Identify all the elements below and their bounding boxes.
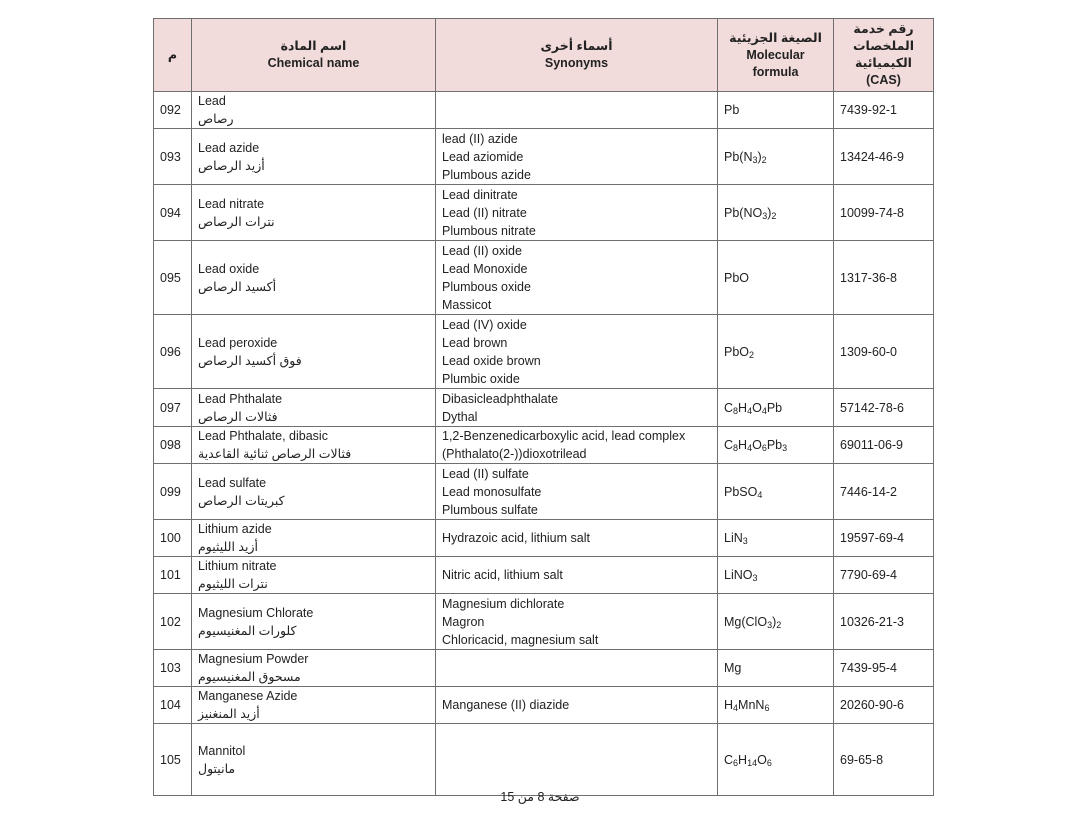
formula-text: ) (757, 149, 762, 164)
chemical-name-cell (192, 687, 436, 724)
molecular-formula-cell (718, 129, 834, 185)
table-row (154, 315, 934, 389)
formula-subscript: 6 (761, 443, 767, 453)
chemical-name-ar: أزيد الرصاص (198, 158, 265, 173)
header-synonyms (436, 19, 718, 92)
chemical-name-en: Lead nitrate (198, 196, 265, 211)
formula-subscript: 2 (749, 349, 755, 360)
chemical-name-en: Magnesium Powder (198, 652, 309, 666)
table-row (154, 557, 934, 594)
molecular-formula-cell (718, 557, 834, 594)
table-row (154, 687, 934, 724)
formula-text: PbO (724, 344, 750, 359)
synonym: Hydrazoic acid, lithium salt (442, 531, 590, 545)
synonym: Magron (442, 614, 485, 629)
molecular-formula-cell (718, 650, 834, 687)
formula-text: Pb (766, 438, 783, 452)
synonym: Nitric acid, lithium salt (442, 568, 563, 582)
chemical-name-cell (192, 520, 436, 557)
formula-text: ) (772, 614, 777, 629)
chemical-name-cell (192, 650, 436, 687)
header-name-ar: اسم المادة (280, 39, 347, 53)
formula-text: Pb(NO (724, 205, 763, 220)
row-number: 100 (154, 520, 192, 557)
chemical-name-cell (192, 557, 436, 594)
chemical-name-ar: فثالات الرصاص ثنائية القاعدية (198, 447, 352, 461)
chemical-name-en: Lead azide (198, 140, 260, 155)
table-row (154, 427, 934, 464)
molecular-formula-cell (718, 185, 834, 241)
table-row (154, 650, 934, 687)
cas-number-cell: 19597-69-4 (834, 520, 934, 557)
row-number: 092 (154, 92, 192, 129)
formula-subscript: 2 (771, 210, 777, 221)
molecular-formula-cell (718, 520, 834, 557)
molecular-formula-cell (718, 92, 834, 129)
synonym: Lead aziomide (442, 149, 524, 164)
formula-subscript: 4 (747, 405, 753, 416)
chemical-name-cell (192, 92, 436, 129)
chemical-name-en: Lead (198, 94, 226, 108)
header-cas-ar-3: الكيميائية (855, 56, 912, 70)
synonym: Lead brown (442, 335, 508, 350)
formula-text: H (724, 698, 734, 712)
synonym: Lead (II) nitrate (442, 205, 527, 220)
chemical-name-en: Lead sulfate (198, 475, 267, 490)
synonym: Plumbous oxide (442, 279, 531, 294)
chemical-name-ar: فثالات الرصاص (198, 409, 278, 424)
molecular-formula-cell (718, 241, 834, 315)
formula-text: C (724, 400, 734, 415)
formula-subscript: 8 (733, 443, 739, 453)
synonyms-cell (436, 594, 718, 650)
synonyms-cell (436, 557, 718, 594)
formula-text: C (724, 752, 734, 767)
formula-text: Mg (724, 661, 742, 675)
cas-number-cell: 7439-95-4 (834, 650, 934, 687)
chemical-name-ar: أزيد الليثيوم (198, 540, 258, 554)
synonym: Dibasicleadphthalate (442, 391, 559, 406)
chemical-name-ar: كبريتات الرصاص (198, 493, 285, 508)
synonyms-cell (436, 650, 718, 687)
formula-text: PbO (724, 270, 750, 285)
chemical-name-en: Lithium nitrate (198, 559, 277, 573)
synonym: Plumbous nitrate (442, 223, 536, 238)
molecular-formula-cell (718, 315, 834, 389)
header-cas (834, 19, 934, 92)
synonyms-cell (436, 241, 718, 315)
formula-text: LiN (724, 531, 743, 545)
formula-subscript: 2 (761, 154, 767, 165)
row-number: 096 (154, 315, 192, 389)
formula-text: O (752, 400, 762, 415)
chemical-name-ar: مسحوق المغنيسيوم (198, 670, 301, 684)
chemical-name-cell (192, 427, 436, 464)
formula-text: H (738, 752, 748, 767)
synonym: Plumbous azide (442, 167, 531, 182)
synonym: Dythal (442, 409, 478, 424)
synonym: Magnesium dichlorate (442, 596, 565, 611)
header-chemical-name (192, 19, 436, 92)
row-number: 102 (154, 594, 192, 650)
header-formula (718, 19, 834, 92)
formula-text: Pb (766, 400, 783, 415)
synonym: Lead monosulfate (442, 484, 542, 499)
cas-number-cell: 7439-92-1 (834, 92, 934, 129)
synonyms-cell (436, 427, 718, 464)
formula-subscript: 8 (733, 405, 739, 416)
synonyms-cell (436, 520, 718, 557)
molecular-formula-cell (718, 687, 834, 724)
formula-text: Mg(ClO (724, 614, 768, 629)
formula-text: Pb (724, 103, 740, 117)
synonym: 1,2-Benzenedicarboxylic acid, lead complex (442, 429, 686, 443)
synonym: lead (II) azide (442, 131, 518, 146)
chemical-name-ar: رصاص (198, 112, 234, 126)
table-row (154, 464, 934, 520)
chemical-name-ar: أكسيد الرصاص (198, 279, 277, 294)
molecular-formula-cell (718, 464, 834, 520)
formula-subscript: 2 (776, 619, 782, 630)
row-number: 103 (154, 650, 192, 687)
synonym: (Phthalato(2-))dioxotrilead (442, 447, 587, 461)
row-number: 101 (154, 557, 192, 594)
synonyms-cell (436, 92, 718, 129)
table-row (154, 185, 934, 241)
formula-subscript: 3 (752, 154, 758, 165)
synonym: Lead Monoxide (442, 261, 528, 276)
header-cas-ar-2: الملخصات (852, 39, 915, 53)
row-number: 097 (154, 389, 192, 427)
chemical-name-cell (192, 594, 436, 650)
table-row (154, 129, 934, 185)
molecular-formula-cell (718, 724, 834, 796)
page-footer: صفحة 8 من 15 (500, 790, 580, 804)
row-number: 094 (154, 185, 192, 241)
formula-subscript: 3 (752, 573, 758, 583)
formula-text: LiNO (724, 568, 753, 582)
formula-subscript: 4 (733, 703, 739, 713)
table-header (154, 19, 934, 92)
synonym: Lead oxide brown (442, 353, 541, 368)
chemical-name-ar: نترات الرصاص (198, 214, 275, 229)
formula-text: C (724, 438, 734, 452)
formula-subscript: 14 (747, 757, 758, 768)
molecular-formula-cell (718, 427, 834, 464)
cas-number-cell: 10099-74-8 (834, 185, 934, 241)
formula-subscript: 4 (757, 489, 763, 500)
formula-text: O (752, 438, 762, 452)
header-name-en: Chemical name (267, 56, 360, 70)
chemical-name-cell (192, 724, 436, 796)
cas-number-cell: 69011-06-9 (834, 427, 934, 464)
table-row (154, 594, 934, 650)
chemicals-table (153, 18, 934, 796)
chemical-name-cell (192, 185, 436, 241)
chemical-name-en: Lead Phthalate (198, 391, 283, 406)
synonyms-cell (436, 129, 718, 185)
cas-number-cell: 7790-69-4 (834, 557, 934, 594)
chemical-name-en: Lead peroxide (198, 335, 278, 350)
chemical-name-en: Mannitol (198, 743, 246, 758)
table-row (154, 241, 934, 315)
row-number: 098 (154, 427, 192, 464)
synonym: Plumbous sulfate (442, 502, 538, 517)
synonym: Lead (II) oxide (442, 243, 522, 258)
formula-text: Pb(N (724, 149, 753, 164)
formula-subscript: 3 (782, 443, 788, 453)
synonym: Massicot (442, 297, 492, 312)
row-number: 099 (154, 464, 192, 520)
cas-number-cell: 1309-60-0 (834, 315, 934, 389)
table-row (154, 92, 934, 129)
header-cas-ar-1: رقم خدمة (853, 22, 914, 36)
chemical-name-cell (192, 389, 436, 427)
chemical-name-en: Magnesium Chlorate (198, 605, 314, 620)
chemical-name-cell (192, 464, 436, 520)
header-syn-ar: أسماء أخرى (540, 39, 613, 53)
chemical-name-ar: نترات الليثيوم (198, 577, 268, 591)
cas-number-cell: 13424-46-9 (834, 129, 934, 185)
formula-subscript: 3 (742, 536, 748, 546)
row-number: 104 (154, 687, 192, 724)
synonym: Manganese (II) diazide (442, 698, 570, 712)
chemical-name-cell (192, 315, 436, 389)
header-formula-en-1: Molecular (746, 47, 805, 62)
synonym: Chloricacid, magnesium salt (442, 632, 599, 647)
header-cas-en: (CAS) (866, 73, 901, 87)
cas-number-cell: 57142-78-6 (834, 389, 934, 427)
header-formula-en-2: formula (752, 64, 799, 79)
formula-text: O (757, 752, 767, 767)
formula-text: PbSO (724, 484, 758, 499)
synonyms-cell (436, 464, 718, 520)
cas-number-cell: 7446-14-2 (834, 464, 934, 520)
formula-subscript: 4 (761, 405, 767, 416)
row-number: 095 (154, 241, 192, 315)
chemical-name-en: Lead Phthalate, dibasic (198, 429, 328, 443)
chemical-name-cell (192, 129, 436, 185)
formula-text: H (738, 438, 748, 452)
synonyms-cell (436, 389, 718, 427)
molecular-formula-cell (718, 594, 834, 650)
formula-subscript: 3 (762, 210, 768, 221)
synonym: Lead (II) sulfate (442, 466, 529, 481)
cas-number-cell: 1317-36-8 (834, 241, 934, 315)
chemical-name-ar: أزيد المنغنيز (198, 707, 260, 721)
table-row (154, 520, 934, 557)
row-number: 105 (154, 724, 192, 796)
formula-subscript: 4 (747, 443, 753, 453)
formula-subscript: 6 (766, 757, 772, 768)
row-number: 093 (154, 129, 192, 185)
chemical-name-ar: كلورات المغنيسيوم (198, 623, 297, 638)
synonyms-cell (436, 315, 718, 389)
cas-number-cell: 69-65-8 (834, 724, 934, 796)
chemical-name-cell (192, 241, 436, 315)
header-formula-ar: الصيغة الجزيئية (729, 30, 822, 45)
cas-number-cell: 20260-90-6 (834, 687, 934, 724)
synonyms-cell (436, 185, 718, 241)
table-body (154, 92, 934, 796)
molecular-formula-cell (718, 389, 834, 427)
cas-number-cell: 10326-21-3 (834, 594, 934, 650)
formula-subscript: 6 (764, 703, 770, 713)
synonyms-cell (436, 687, 718, 724)
table-row (154, 389, 934, 427)
chemical-name-en: Lithium azide (198, 522, 272, 536)
table-row (154, 724, 934, 796)
synonym: Lead dinitrate (442, 187, 518, 202)
chemical-name-en: Manganese Azide (198, 689, 298, 703)
formula-subscript: 6 (733, 757, 739, 768)
header-no: م (154, 19, 192, 92)
chemical-name-ar: فوق أكسيد الرصاص (198, 353, 302, 368)
formula-text: ) (767, 205, 772, 220)
header-syn-en: Synonyms (544, 56, 609, 70)
synonym: Lead (IV) oxide (442, 317, 527, 332)
formula-subscript: 3 (767, 619, 773, 630)
formula-text: H (738, 400, 748, 415)
chemical-name-ar: مانيتول (198, 761, 236, 776)
synonyms-cell (436, 724, 718, 796)
chemical-name-en: Lead oxide (198, 261, 260, 276)
formula-text: MnN (738, 698, 765, 712)
synonym: Plumbic oxide (442, 371, 520, 386)
